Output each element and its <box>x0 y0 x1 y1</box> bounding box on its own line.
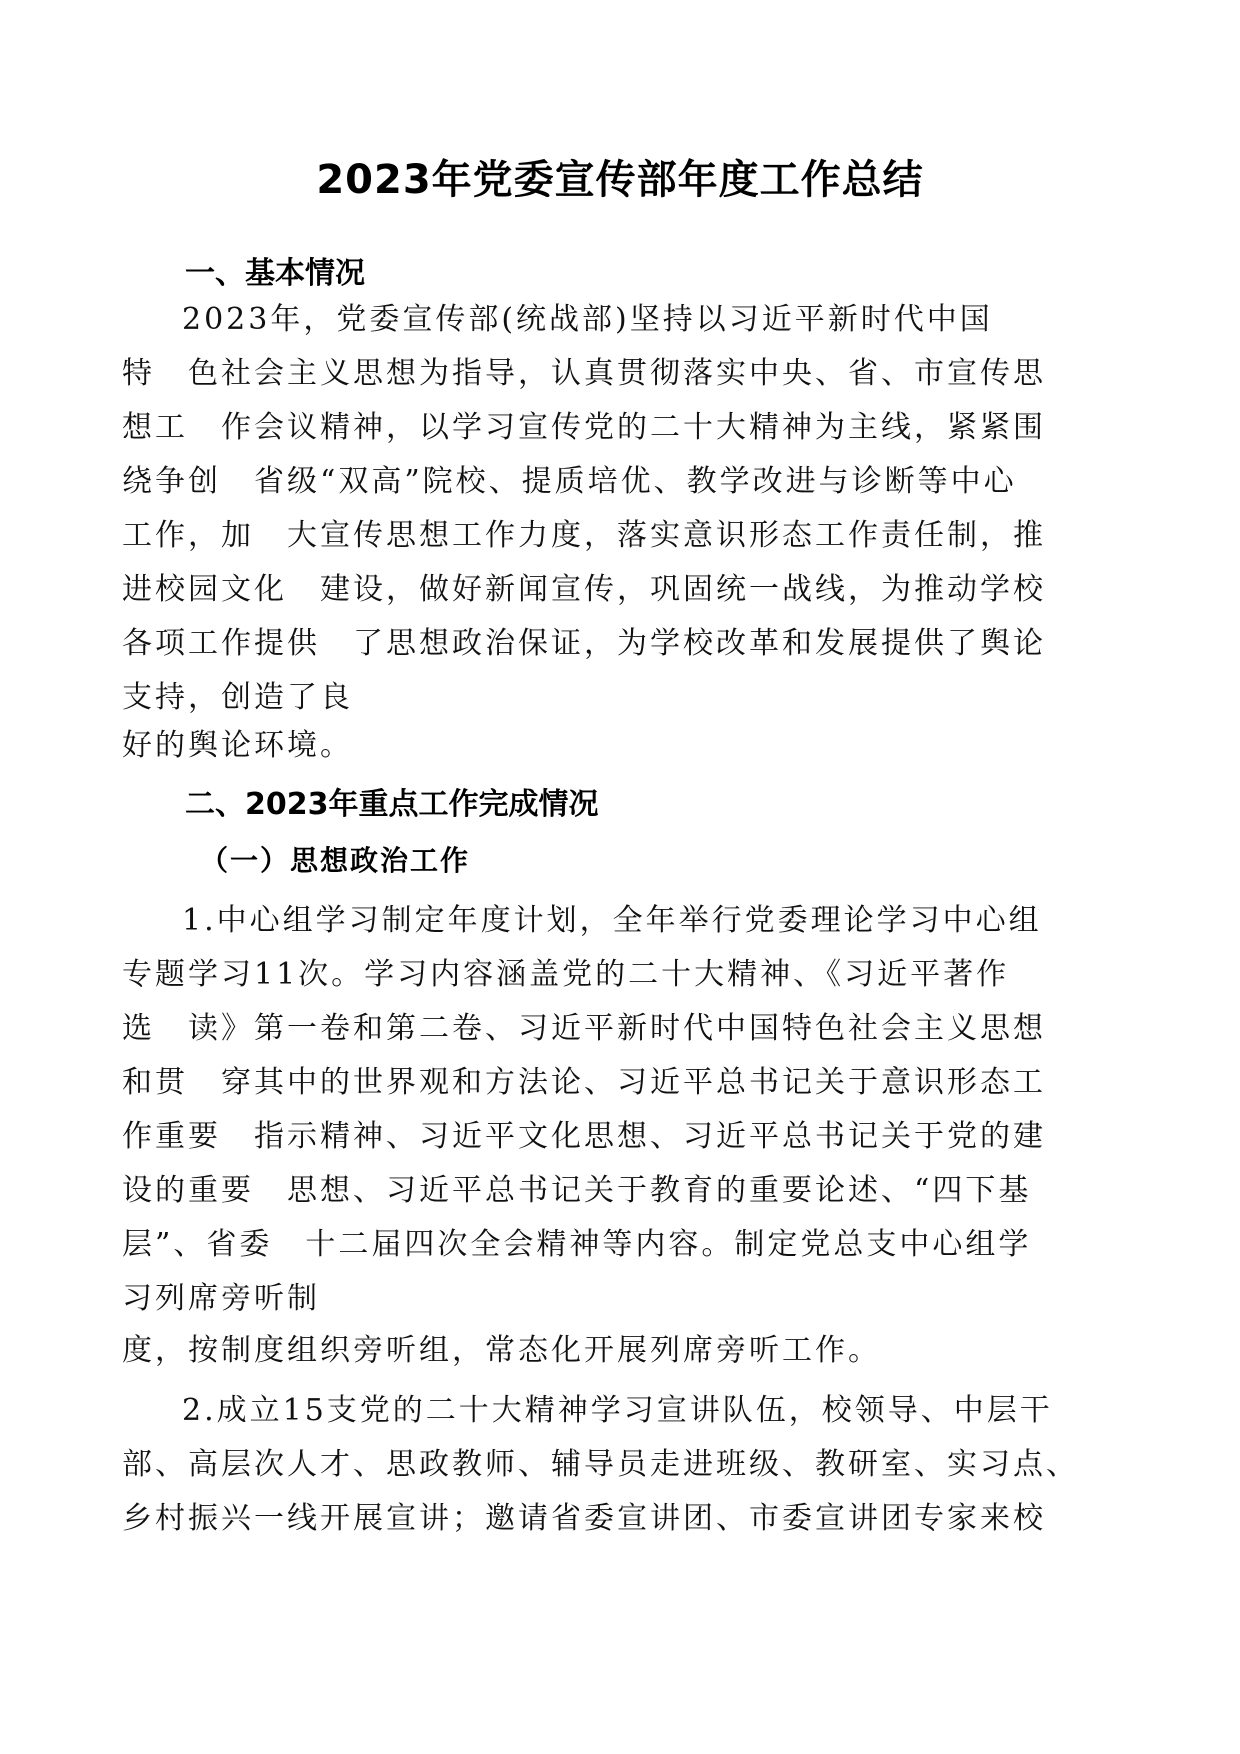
text-line: 各项工作提供 了思想政治保证，为学校改革和发展提供了舆论 <box>122 626 1046 661</box>
text-line: 特 色社会主义思想为指导，认真贯彻落实中央、省、市宣传思 <box>122 356 1046 391</box>
text-line: 作重要 指示精神、习近平文化思想、习近平总书记关于党的建 <box>122 1119 1046 1154</box>
text-line: 2023年，党委宣传部(统战部)坚持以习近平新时代中国 <box>182 302 993 337</box>
text-line: 层”、省委 十二届四次全会精神等内容。制定党总支中心组学 <box>122 1227 1032 1262</box>
paragraph-item-1 <box>122 894 1062 1378</box>
text-line: 选 读》第一卷和第二卷、习近平新时代中国特色社会主义思想 <box>122 1011 1046 1046</box>
section-heading-key-work: 二、2023年重点工作完成情况 <box>185 787 599 822</box>
text-line: 乡村振兴一线开展宣讲；邀请省委宣讲团、市委宣讲团专家来校 <box>122 1501 1046 1536</box>
paragraph-item-2 <box>122 1384 1079 1546</box>
text-line: 设的重要 思想、习近平总书记关于教育的重要论述、“四下基 <box>122 1173 1032 1208</box>
subsection-heading-ideological-political-work: （一）思想政治工作 <box>200 844 471 877</box>
text-line: 部、高层次人才、思政教师、辅导员走进班级、教研室、实习点、 <box>122 1447 1079 1482</box>
text-line: 想工 作会议精神，以学习宣传党的二十大精神为主线，紧紧围 <box>122 410 1046 445</box>
text-line: 好的舆论环境。 <box>122 728 353 763</box>
text-line: 度，按制度组织旁听组，常态化开展列席旁听工作。 <box>122 1333 881 1368</box>
paragraph-basic-situation <box>122 293 1062 773</box>
text-line: 进校园文化 建设，做好新闻宣传，巩固统一战线，为推动学校 <box>122 572 1046 607</box>
document-title: 2023年党委宣传部年度工作总结 <box>316 157 924 203</box>
text-line: 绕争创 省级“双高”院校、提质培优、教学改进与诊断等中心 <box>122 464 1017 499</box>
text-line: 专题学习11次。学习内容涵盖党的二十大精神、《习近平著作 <box>122 957 1010 992</box>
section-heading-basic-situation: 一、基本情况 <box>185 256 365 291</box>
text-line: 支持，创造了良 <box>122 680 353 715</box>
text-line: 和贯 穿其中的世界观和方法论、习近平总书记关于意识形态工 <box>122 1065 1046 1100</box>
text-line: 1.中心组学习制定年度计划，全年举行党委理论学习中心组 <box>182 903 1042 938</box>
text-line: 2.成立15支党的二十大精神学习宣讲队伍，校领导、中层干 <box>182 1393 1053 1428</box>
text-line: 工作，加 大宣传思想工作力度，落实意识形态工作责任制，推 <box>122 518 1046 553</box>
text-line: 习列席旁听制 <box>122 1281 320 1316</box>
